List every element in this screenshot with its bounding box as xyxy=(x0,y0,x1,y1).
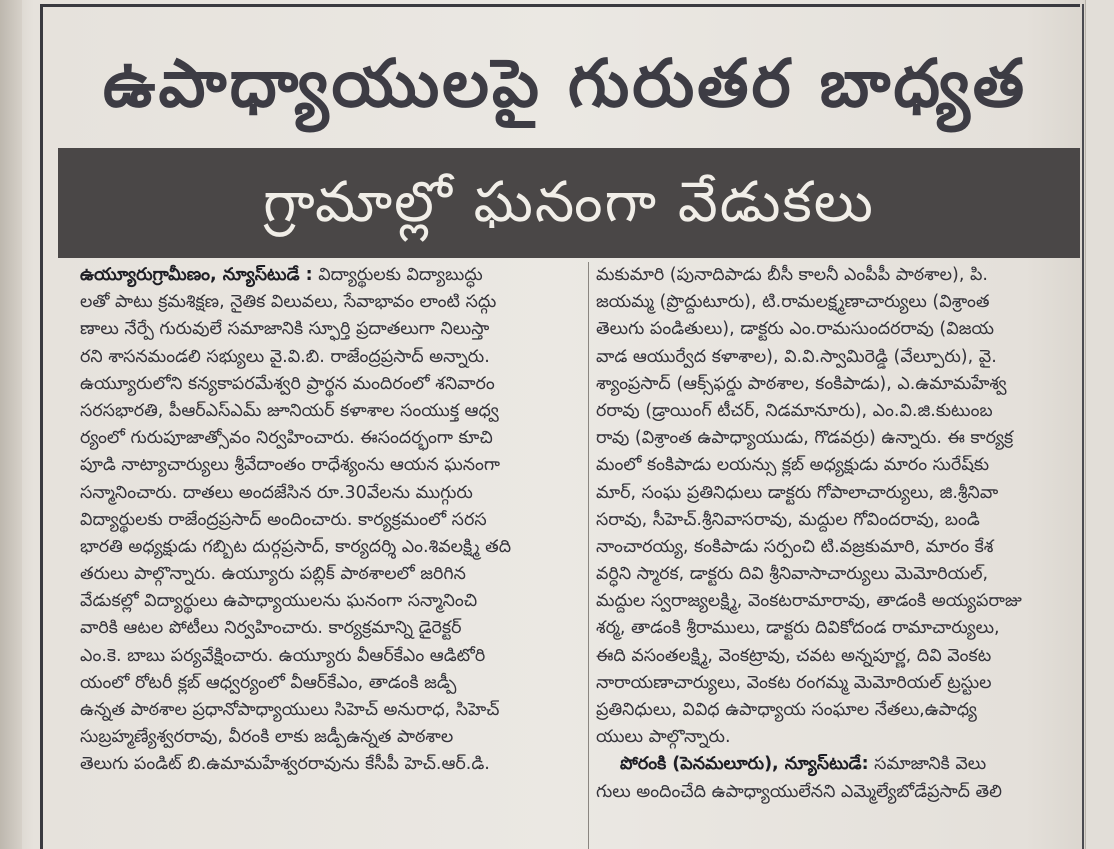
body-line: నాంచారయ్య, కంకిపాడు సర్పంచి టి.వజ్రకుమారి, మారం కేశ xyxy=(596,536,994,557)
body-line: పూడి నాట్యాచార్యులు శ్రీవేదాంతం రాధేశ్యంను ఆయన ఘనంగా xyxy=(80,455,501,476)
frame-rule-top xyxy=(40,4,1080,7)
body-line: నారాయణాచార్యులు, వెంకట రంగమ్మ మెమోరియల్ ట్రస్టుల xyxy=(596,672,992,693)
article-subheadline: గ్రామాల్లో ఘనంగా వేడుకలు xyxy=(263,170,875,235)
body-line: వాడ ఆయుర్వేద కళాశాల), వి.వి.స్వామిరెడ్డి (వేల్పూరు), వై. xyxy=(596,346,997,367)
column-divider xyxy=(588,262,589,849)
body-line: విద్యార్థులకు రాజేంద్రప్రసాద్ అందించారు. కార్యక్రమంలో సరస xyxy=(80,509,487,530)
body-line: వర్ధిని స్మారక, డాక్టరు దివి శ్రీనివాసాచార్యులు మెమోరియల్, xyxy=(596,564,989,585)
body-line: సరసభారతి, పీఆర్‌ఎస్‌ఎమ్ జూనియర్ కళాశాల సంయుక్త ఆధ్వ xyxy=(80,400,499,421)
body-line: రరావు (డ్రాయింగ్ టీచర్, నిడమానూరు), ఎం.వి.జి.కుటుంబ xyxy=(596,400,993,421)
body-line: ప్రతినిధులు, వివిధ ఉపాధ్యాయ సంఘాల నేతలు,ఉపాధ్య xyxy=(596,700,977,720)
body-line: యంలో రోటరీ క్లబ్ ఆధ్వర్యంలో వీఆర్‌కేఎం, తాడంకి జడ్పీ xyxy=(80,672,457,693)
body-line: రని శాసనమండలి సభ్యులు వై.వి.బి. రాజేంద్రప్రసాద్ అన్నారు. xyxy=(80,346,490,367)
body-line: మద్దుల స్వరాజ్యలక్ష్మి, వెంకటరామారావు, తాడంకి అయ్యపరాజు xyxy=(596,591,1022,612)
body-line: సన్మానించారు. దాతలు అందజేసిన రూ.30వేలను ముగ్గురు xyxy=(80,482,473,503)
body-line: వారికి ఆటల పోటీలు నిర్వహించారు. కార్యక్రమాన్ని డైరెక్టర్ xyxy=(80,618,462,639)
body-line: గులు అందించేది ఉపాధ్యాయులేనని ఎమ్మెల్యేబోడేప్రసాద్ తెలి xyxy=(596,781,1002,802)
second-story-first-line xyxy=(596,751,1086,778)
body-line: తెలుగు పండిట్ బి.ఉమామహేశ్వరరావును కేసీపీ హెచ్.ఆర్.డి. xyxy=(80,754,490,775)
adjacent-column-edge xyxy=(1085,0,1114,849)
body-line: మకుమారి (పునాదిపాడు బీసీ కాలనీ ఎంపీపీ పాఠశాల), పి. xyxy=(596,265,988,285)
dateline: ఉయ్యూరుగ్రామీణం, న్యూస్‌టుడే : xyxy=(80,265,313,285)
page-margin xyxy=(0,0,22,849)
article-headline: ఉపాధ్యాయులపై గురుతర బాధ్యత xyxy=(102,45,1028,122)
body-line: యులు పాల్గొన్నారు. xyxy=(596,727,731,748)
body-line: లతో పాటు క్రమశిక్షణ, నైతిక విలువలు, సేవాభావం లాంటి సద్గు xyxy=(80,292,497,313)
body-line: ణాలు నేర్పే గురువులే సమాజానికి స్ఫూర్తి ప్రదాతలుగా నిలుస్తా xyxy=(80,319,490,340)
body-line: భారతి అధ్యక్షుడు గబ్బిట దుర్గప్రసాద్, కార్యదర్శి ఎం.శివలక్ష్మి తది xyxy=(80,536,512,557)
body-line: సుబ్రహ్మణ్యేశ్వరరావు, వీరంకి లాకు జడ్పీఉన్నత పాఠశాల xyxy=(80,727,454,748)
first-line-text: విద్యార్థులకు విద్యాబుద్ధు xyxy=(312,265,483,285)
left-column xyxy=(80,262,580,779)
body-line: మార్, సంఘ ప్రతినిధులు డాక్టరు గోపాలాచార్యులు, జి.శ్రీనివా xyxy=(596,482,999,503)
body-line: ఈది వసంతలక్ష్మి, వెంకట్రావు, చవట అన్నపూర్ణ, దివి వెంకట xyxy=(596,645,992,666)
second-dateline: పోరంకి (పెనమలూరు), న్యూస్‌టుడే: xyxy=(620,754,869,775)
body-line: వేడుకల్లో విద్యార్థులు ఉపాధ్యాయులను ఘనంగా సన్మానించి xyxy=(80,591,478,612)
body-line: రావు (విశ్రాంత ఉపాధ్యాయుడు, గొడవర్రు) ఉన్నారు. ఈ కార్యక్ర xyxy=(596,428,1014,449)
body-line: ఎం.కె. బాబు పర్యవేక్షించారు. ఉయ్యూరు వీఆర్‌కేఎం ఆడిటోరి xyxy=(80,645,486,666)
body-line: ర్యంలో గురుపూజాత్సోవం నిర్వహించారు. ఈసందర్భంగా కూచి xyxy=(80,428,493,449)
body-line: జయమ్మ (ప్రొద్దుటూరు), టి.రామలక్ష్మణాచార్యులు (విశ్రాంత xyxy=(596,292,990,313)
second-first-line-text: సమాజానికి వెలు xyxy=(868,754,987,775)
frame-rule-left xyxy=(40,4,43,849)
body-line: ఉయ్యూరులోని కన్యకాపరమేశ్వరి ప్రార్థన మందిరంలో శనివారం xyxy=(80,373,495,394)
body-line: శర్మ, తాడంకి శ్రీరాములు, డాక్టరు దివికోదండ రామాచార్యులు, xyxy=(596,618,1000,639)
body-line: ఉన్నత పాఠశాల ప్రధానోపాధ్యాయులు సిహెచ్ అనురాధ, సిహెచ్ xyxy=(80,700,500,720)
body-line: తెలుగు పండితులు), డాక్టరు ఎం.రామసుందరరావు (విజయ xyxy=(596,319,994,340)
right-column xyxy=(596,262,1086,806)
left-first-line xyxy=(80,262,580,289)
body-line: మంలో కంకిపాడు లయన్సు క్లబ్ అధ్యక్షుడు మారం సురేష్‌కు xyxy=(596,455,990,476)
body-line: శ్యాంప్రసాద్ (ఆక్స్‌ఫర్డు పాఠశాల, కంకిపాడు), ఎ.ఉమామహేశ్వ xyxy=(596,373,1007,394)
body-line: తరులు పాల్గొన్నారు. ఉయ్యూరు పబ్లిక్ పాఠశాలలో జరిగిన xyxy=(80,564,466,585)
body-line: సరావు, సీహెచ్.శ్రీనివాసరావు, మద్దుల గోవిందరావు, బండి xyxy=(596,509,980,530)
